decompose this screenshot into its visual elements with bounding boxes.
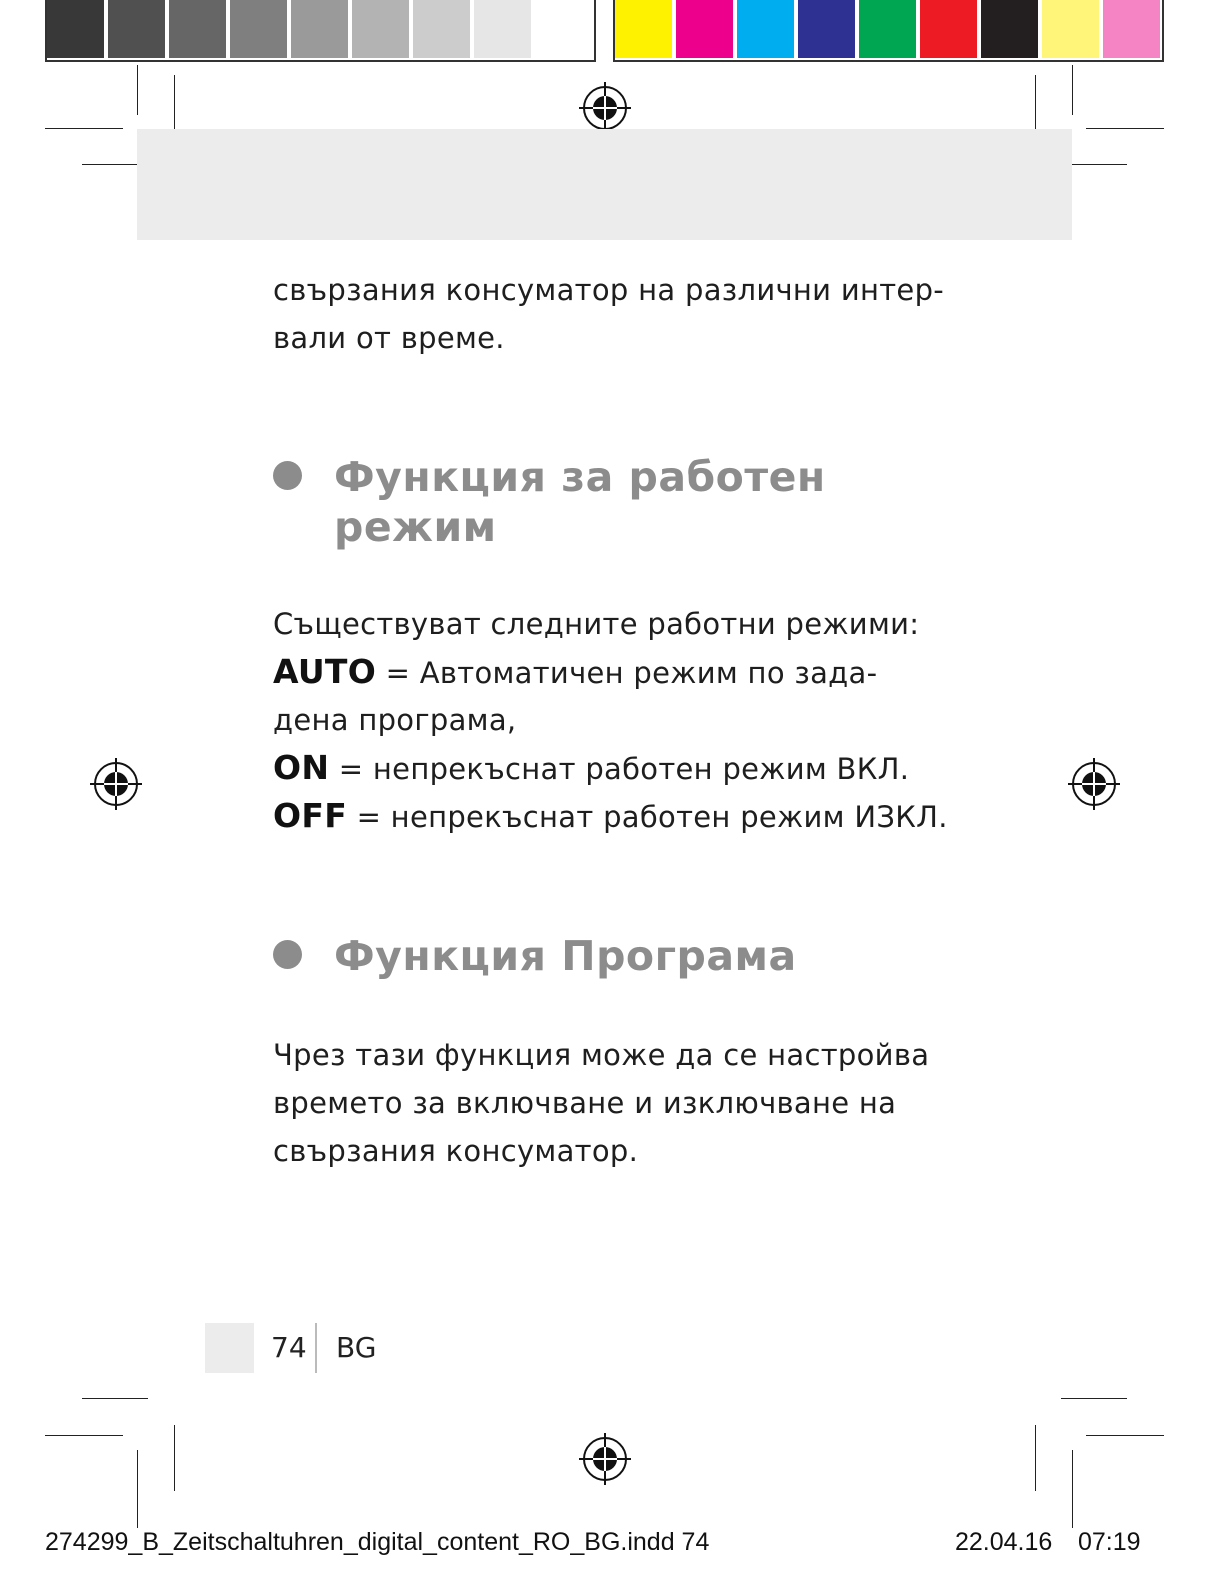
intro-line-1: свързания консуматор на различни интер-	[273, 273, 945, 307]
gray-swatch	[108, 0, 165, 58]
mode-off-desc: = непрекъснат работен режим ИЗКЛ.	[347, 800, 948, 834]
program-line-1: Чрез тази функция може да се настройва	[273, 1038, 930, 1072]
color-swatch	[920, 0, 977, 58]
registration-mark-bottom-icon	[579, 1433, 631, 1485]
gray-swatch	[291, 0, 348, 58]
mode-on-key: ON	[273, 748, 330, 787]
mode-off-line	[273, 792, 948, 841]
gray-swatch	[474, 0, 531, 58]
color-swatch	[737, 0, 794, 58]
gray-swatch	[413, 0, 470, 58]
page-number: 74	[271, 1331, 307, 1364]
print-slug-filename: 274299_B_Zeitschaltuhren_digital_content_RO_BG.indd 74	[45, 1528, 710, 1556]
section-heading-mode	[334, 452, 826, 552]
header-band	[137, 129, 1072, 240]
color-swatch	[676, 0, 733, 58]
registration-mark-right-icon	[1068, 758, 1120, 810]
gray-swatch	[535, 0, 592, 58]
mode-auto-desc: = Автоматичен режим по зада-	[376, 656, 878, 690]
print-slug-time: 07:19	[1078, 1528, 1141, 1556]
color-swatch	[1103, 0, 1160, 58]
page-footer-box	[205, 1323, 254, 1373]
heading-mode-line-2: режим	[334, 503, 497, 551]
section-heading-program: Функция Програма	[334, 932, 797, 980]
color-swatch	[1042, 0, 1099, 58]
gray-swatch	[169, 0, 226, 58]
color-swatch	[859, 0, 916, 58]
mode-on-line	[273, 744, 909, 793]
gray-swatch	[352, 0, 409, 58]
color-swatch	[615, 0, 672, 58]
mode-auto-key: AUTO	[273, 652, 377, 691]
program-paragraph	[273, 1031, 973, 1175]
intro-line-2: вали от време.	[273, 321, 505, 355]
heading-mode-line-1: Функция за работен	[334, 453, 826, 501]
page-footer-divider	[315, 1323, 317, 1373]
section-bullet-icon	[273, 940, 302, 969]
gray-swatch	[230, 0, 287, 58]
color-calibration-bar	[0, 0, 1219, 64]
registration-mark-left-icon	[90, 758, 142, 810]
color-swatch	[981, 0, 1038, 58]
color-swatch	[798, 0, 855, 58]
program-line-2: времето за включване и изключване на	[273, 1086, 897, 1120]
section-bullet-icon	[273, 461, 302, 490]
mode-on-desc: = непрекъснат работен режим ВКЛ.	[329, 752, 910, 786]
page-language: BG	[336, 1331, 377, 1364]
intro-paragraph	[273, 266, 973, 362]
registration-mark-top-icon	[579, 82, 631, 134]
mode-auto-desc-cont: дена програма,	[273, 703, 517, 737]
mode-off-key: OFF	[273, 796, 348, 835]
mode-lead-text: Съществуват следните работни режими:	[273, 607, 920, 641]
program-line-3: свързания консуматор.	[273, 1134, 639, 1168]
print-slug-date: 22.04.16	[955, 1528, 1053, 1556]
mode-auto-line	[273, 648, 877, 697]
gray-swatch	[47, 0, 104, 58]
